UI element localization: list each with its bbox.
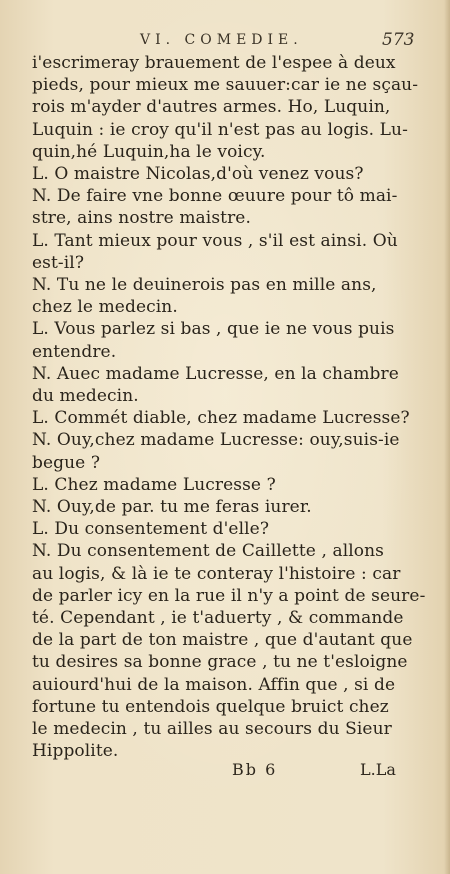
signature-mark: Bb 6 xyxy=(232,760,278,779)
text-line: le medecin , tu ailles au secours du Sieur xyxy=(32,719,392,740)
catchword: L.La xyxy=(360,760,396,779)
page-edge-shadow xyxy=(444,0,450,874)
text-line: rois m'ayder d'autres armes. Ho, Luquin, xyxy=(32,97,391,118)
dialogue-line-speaker-l: L. O maistre Nicolas,d'où venez vous? xyxy=(32,164,364,185)
text-line: quin,hé Luquin,ha le voicy. xyxy=(32,141,266,162)
dialogue-line-speaker-n: N. Du consentement de Caillette , allons xyxy=(32,541,384,562)
text-line: auiourd'hui de la maison. Affin que , si de xyxy=(32,674,396,695)
page-footer xyxy=(0,760,450,786)
dialogue-line-speaker-l: L. Du consentement d'elle? xyxy=(32,519,270,540)
text-line: fortune tu entendois quelque bruict chez xyxy=(32,696,389,717)
text-line: pieds, pour mieux me sauuer:car ie ne sçau- xyxy=(32,75,419,96)
page-number: 573 xyxy=(382,30,415,50)
dialogue-line-speaker-n: N. Ouy,chez madame Lucresse: ouy,suis-ie xyxy=(32,430,400,451)
text-line: entendre. xyxy=(32,341,117,362)
dialogue-line-speaker-n: N. Auec madame Lucresse, en la chambre xyxy=(32,363,399,384)
dialogue-line-speaker-n: N. De faire vne bonne œuure pour tô mai- xyxy=(32,186,398,207)
dialogue-line-speaker-n: N. Tu ne le deuinerois pas en mille ans, xyxy=(32,275,377,296)
dialogue-line-speaker-l: L. Tant mieux pour vous , s'il est ainsi. Où xyxy=(32,230,398,251)
text-line: i'escrimeray brauement de l'espee à deux xyxy=(32,53,396,73)
dialogue-line-speaker-l: L. Vous parlez si bas , que ie ne vous puis xyxy=(32,319,395,340)
text-line: begue ? xyxy=(32,452,101,473)
text-line: au logis, & là ie te conteray l'histoire : car xyxy=(32,563,401,584)
text-line: de la part de ton maistre , que d'autant que xyxy=(32,630,413,651)
dialogue-line-speaker-l: L. Commét diable, chez madame Lucresse? xyxy=(32,408,410,429)
text-line: du medecin. xyxy=(32,386,139,407)
running-head: VI. COMEDIE. xyxy=(140,32,303,48)
page-header xyxy=(0,30,450,54)
text-line: té. Cependant , ie t'aduerty , & commande xyxy=(32,608,404,629)
text-line: est-il? xyxy=(32,252,85,273)
dialogue-line-speaker-l: L. Chez madame Lucresse ? xyxy=(32,474,276,495)
text-line: chez le medecin. xyxy=(32,297,178,318)
text-line: de parler icy en la rue il n'y a point de seure- xyxy=(32,585,426,606)
text-line: stre, ains nostre maistre. xyxy=(32,208,251,229)
text-line: Hippolite. xyxy=(32,741,119,762)
dialogue-text xyxy=(32,52,426,763)
text-line: Luquin : ie croy qu'il n'est pas au logis. Lu- xyxy=(32,119,408,140)
dialogue-line-speaker-n: N. Ouy,de par. tu me feras iurer. xyxy=(32,497,312,518)
text-line: tu desires sa bonne grace , tu ne t'esloigne xyxy=(32,652,408,673)
